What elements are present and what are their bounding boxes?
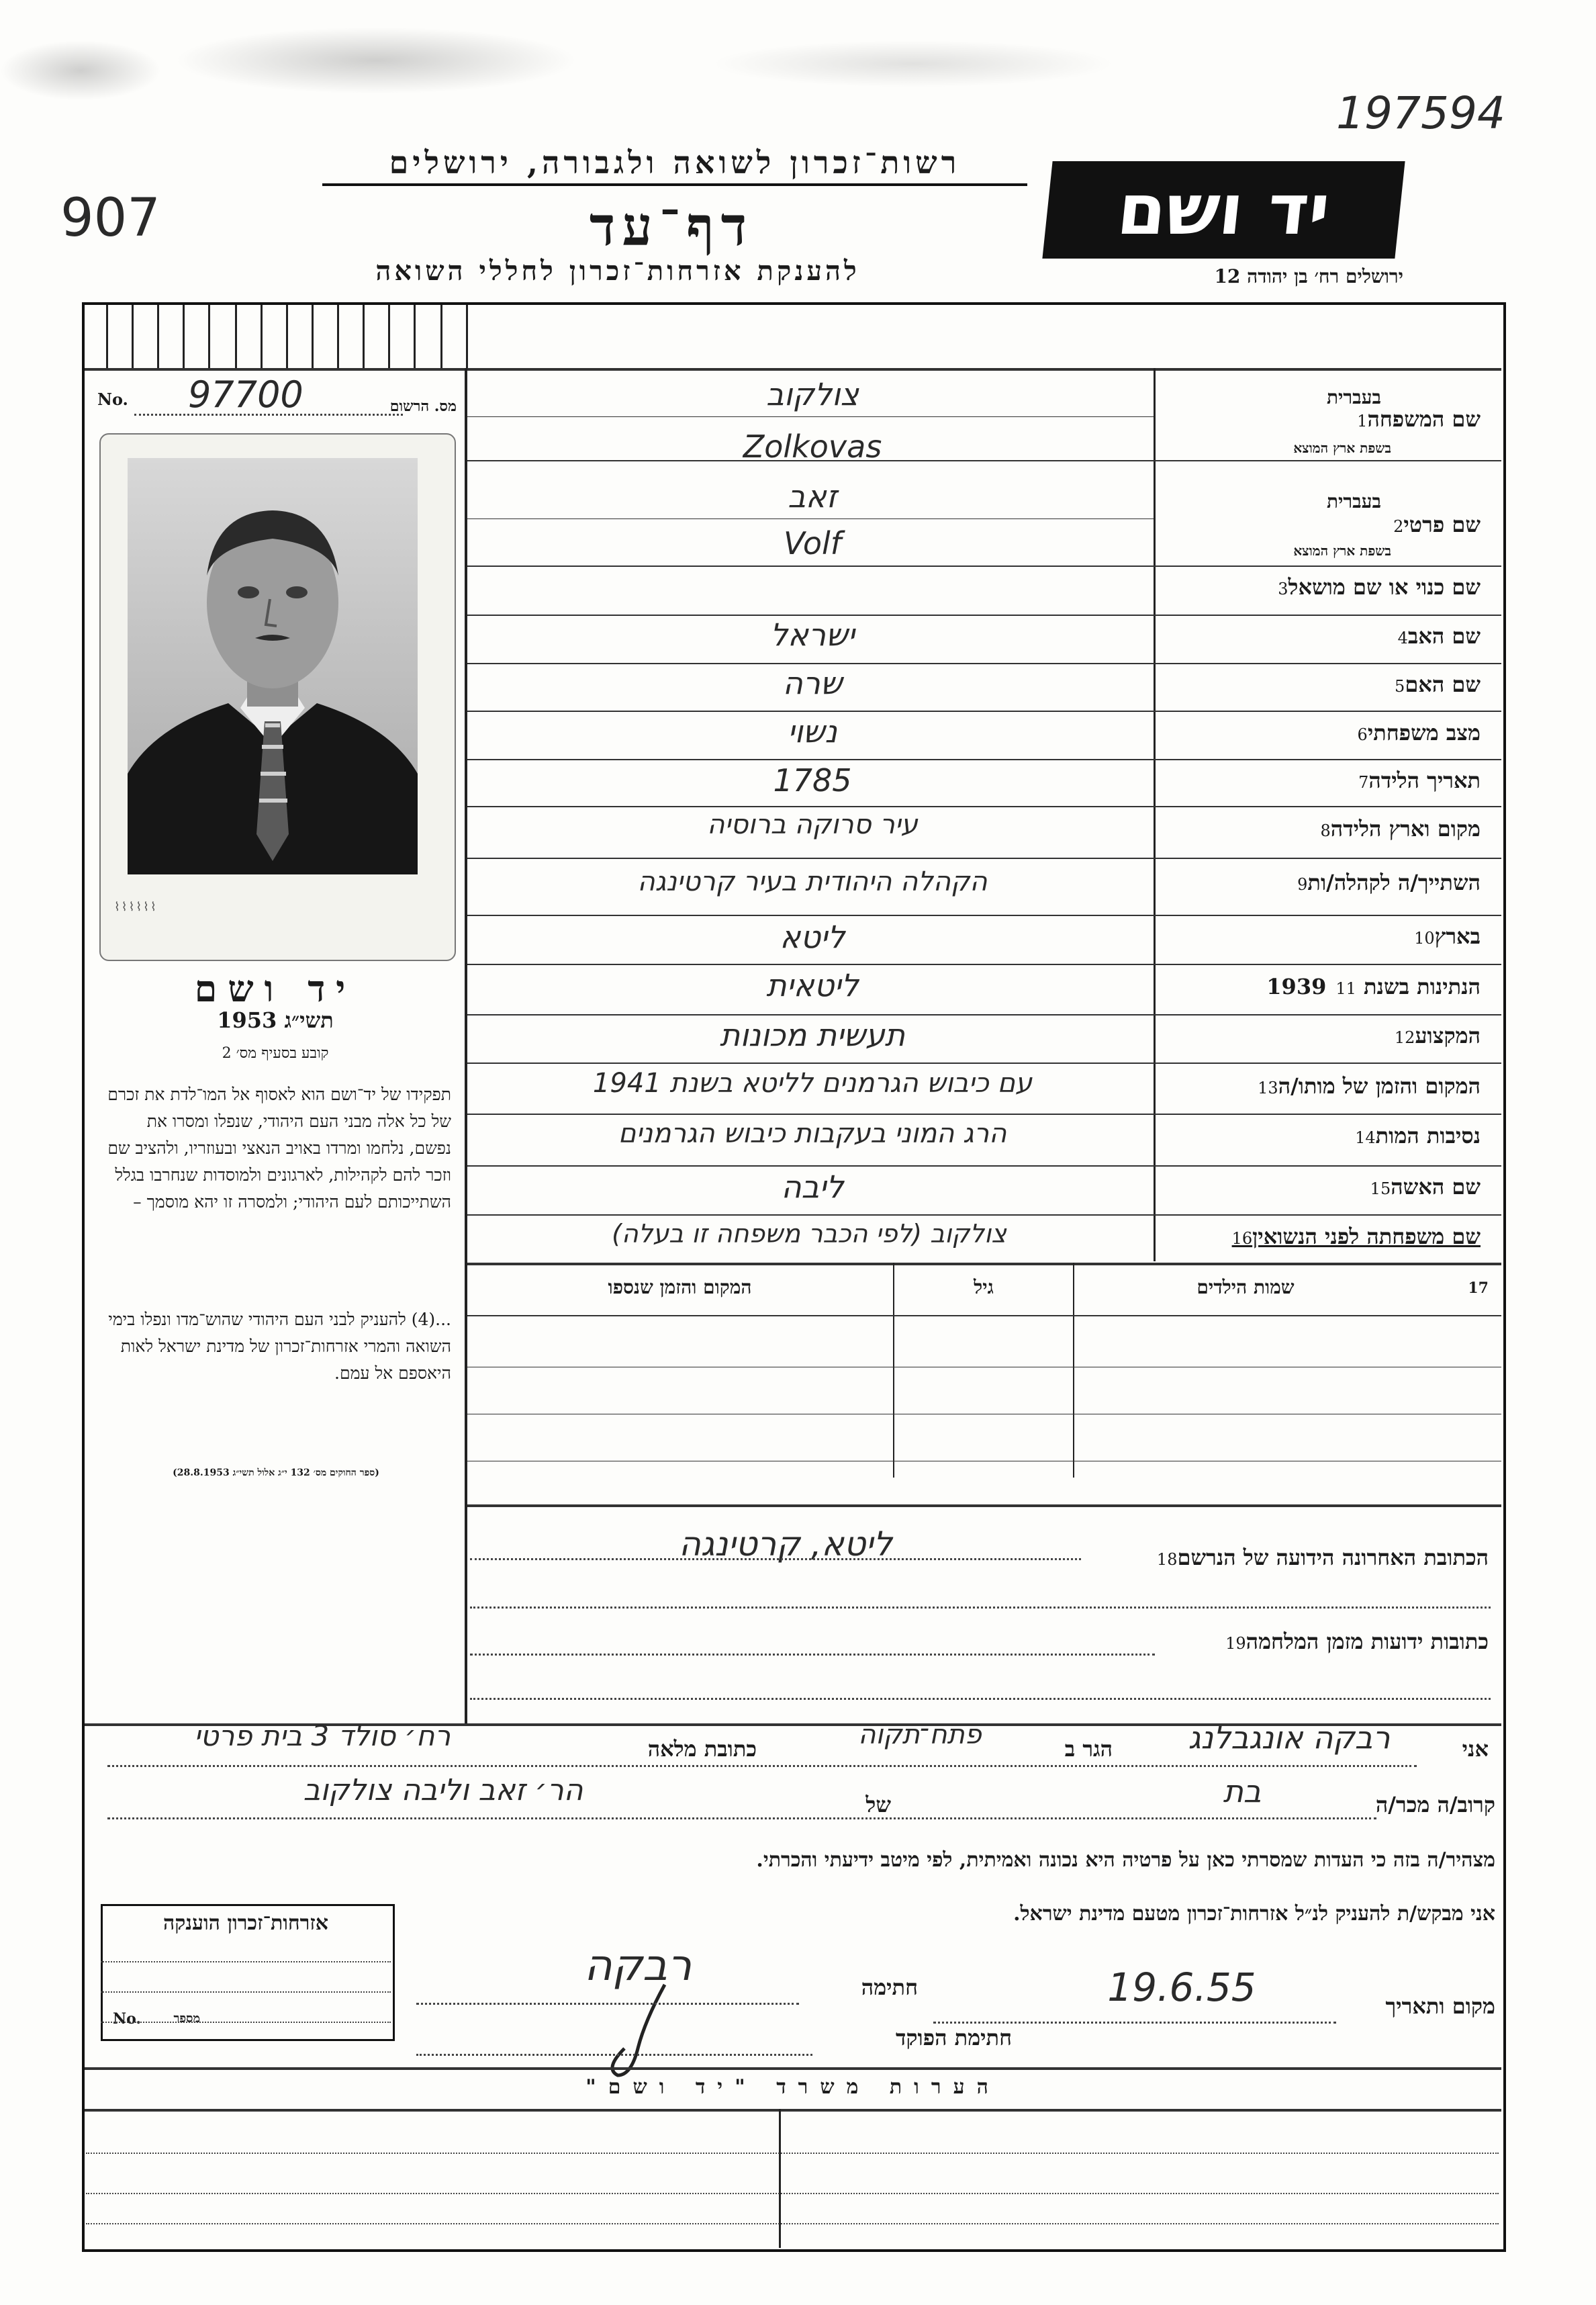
field-12-number: 12 <box>1394 1028 1415 1047</box>
field-5-number: 5 <box>1395 677 1405 696</box>
field-9-value: הקהלה היהודית בעיר קרטינגה <box>637 866 988 897</box>
field-5-name: שם האם <box>1405 672 1481 697</box>
signature-value: רבקה <box>583 1941 692 1991</box>
side-year-hebrew: תשי״ג <box>284 1007 334 1033</box>
declarant-city: פתח־תקוה <box>858 1719 982 1750</box>
declarant-line-2 <box>107 1817 1376 1819</box>
row-line <box>467 663 1501 664</box>
field-9-number: 9 <box>1297 875 1308 894</box>
field-1-origin-label: בשפת ארץ המוצא <box>1293 440 1391 456</box>
field-6-name: מצב משפחתי <box>1367 720 1481 745</box>
field-11-number: 11 <box>1335 979 1356 998</box>
remarks-divider <box>779 2109 781 2248</box>
field-18-line-2 <box>470 1607 1491 1609</box>
page-title: דף־עד <box>589 195 754 258</box>
grid-line <box>157 305 159 368</box>
authority-title: רשות־זכרון לשואה ולגבורה, ירושלים <box>322 144 1027 186</box>
field-12-name: המקצוע <box>1415 1023 1481 1048</box>
field-12-label <box>1385 1023 1481 1048</box>
place-date-value: 19.6.55 <box>1107 1964 1256 2010</box>
field-14-value: הרג המוני בעקבות כיבוש הגרמנים <box>618 1118 1007 1149</box>
field-1-name: שם המשפחה <box>1367 406 1481 432</box>
side-year <box>101 1007 450 1033</box>
row-line <box>467 1063 1501 1064</box>
grant-box-line <box>101 1961 391 1962</box>
remarks-title: הערות משרד "יד ושם" <box>585 2075 1000 2099</box>
side-org: יד ושם <box>194 967 357 1010</box>
declarant-address: רח׳ סולד 3 בית פרטי <box>193 1719 451 1752</box>
reg-no-line <box>134 414 403 416</box>
officer-label: חתימת הפוקד <box>896 2025 1012 2050</box>
of-value: הר׳ זאב וליבה צולקוב <box>303 1773 583 1807</box>
field-18-label <box>1147 1545 1489 1570</box>
row-line <box>467 858 1501 859</box>
handwritten-ref: 197594 <box>1336 87 1505 139</box>
field-13-value: עם כיבוש הגרמנים לליטא בשנת 1941 <box>592 1068 1033 1099</box>
field-2-origin-label: בשפת ארץ המוצא <box>1293 543 1391 559</box>
logo-address: ירושלים רח׳ בן יהודה 12 <box>1214 265 1403 287</box>
field-1-hebrew-label: בעברית <box>1326 386 1381 408</box>
field-11-value: ליטאית <box>766 967 859 1003</box>
field-9-label <box>1288 870 1481 895</box>
grant-box-title: אזרחות־זכרון הוענקה <box>162 1911 329 1935</box>
field-19-number: 19 <box>1225 1634 1246 1653</box>
field-16-number: 16 <box>1231 1229 1253 1248</box>
field-18-value: ליטא, קרטינגה <box>679 1525 892 1564</box>
field-14-name: נסיבות המות <box>1375 1123 1481 1148</box>
grid-line <box>440 305 442 368</box>
field-14-number: 14 <box>1355 1128 1376 1147</box>
side-paragraph-2: ...(4) להעניק לבני העם היהודי שהוש־מדו ונפלו בימי השואה והמרי אזרחות־זכרון של מדינת ישראל לאות היאספם אל עמם. <box>108 1310 451 1383</box>
field-1-value-origin: Zolkovas <box>743 428 882 465</box>
reg-no-value: 97700 <box>188 373 303 416</box>
field-15-number: 15 <box>1370 1179 1391 1198</box>
statement-1: מצהיר/ה בזה כי העדות שמסרתי כאן על פרטיה היא נכונה ואמיתית, לפי מיטב ידיעתי והכרתי. <box>756 1848 1495 1872</box>
field-19-name: כתובות ידועות מזמן המלחמה <box>1246 1629 1489 1654</box>
portrait-photo <box>128 458 418 874</box>
grid-line <box>183 305 185 368</box>
signature-line <box>416 2003 799 2005</box>
grant-box-line <box>101 2022 391 2023</box>
field-10-label <box>1405 923 1481 949</box>
field-18-name: הכתובת האחרונה הידועה של הנרשם <box>1177 1545 1489 1570</box>
field-11-name: הנתינות בשנת 1939 <box>1266 974 1481 999</box>
field-6-number: 6 <box>1357 725 1368 744</box>
remarks-line <box>86 2193 1499 2194</box>
field-9-name: השתייך/ה לקהלה/ות <box>1307 870 1481 895</box>
field-8-name: מקום וארץ הלידה <box>1330 816 1481 842</box>
page-subtitle: להענקת אזרחות־זכרון לחללי השואה <box>375 255 860 287</box>
grant-no-hebrew: מספר <box>173 2012 200 2026</box>
row-line <box>467 615 1501 616</box>
field-15-value: ליבה <box>781 1169 844 1205</box>
field-4-label <box>1389 623 1481 649</box>
grid-line <box>235 305 237 368</box>
field-7-name: תאריך הלידה <box>1368 768 1481 793</box>
row-line <box>467 1214 1501 1216</box>
field-18-number: 18 <box>1156 1550 1178 1569</box>
field-15-label <box>1361 1174 1481 1200</box>
field-7-value: 1785 <box>773 762 852 799</box>
field-11-label <box>1266 974 1481 999</box>
children-header-line <box>467 1315 1501 1316</box>
remarks-top-line <box>85 2067 1501 2070</box>
field-13-number: 13 <box>1258 1079 1278 1097</box>
scan-smudge <box>175 27 577 94</box>
children-col-names: שמות הילדים <box>1196 1276 1295 1298</box>
grid-line <box>208 305 210 368</box>
row-line <box>467 1165 1501 1167</box>
row-line <box>467 1014 1501 1015</box>
place-date-label: מקום ותאריך <box>1385 1993 1495 2019</box>
remarks-line <box>86 2153 1499 2154</box>
field-6-value: נשוי <box>788 713 837 750</box>
grid-line <box>363 305 365 368</box>
declarant-i-label: אני <box>1462 1736 1489 1762</box>
declarant-lives-label: הגר ב <box>1064 1736 1113 1762</box>
remarks-line <box>86 2223 1499 2224</box>
field-2-value-origin: Volf <box>784 525 841 561</box>
side-paragraph-1: תפקידו של יד־ושם הוא לאסוף אל המו־לדת את זכרם של כל אלה מבני העם היהודי, שנפלו ומסרו את נפשם, נלחמו ומרדו באויב הנאצי ובעוזריו, ולהציב שם וזכר להם לקהילות, לארגונים ולמוסדות שנחרבו בגלל השתייכותם לעם היהודי; ולמסרה זו יהא מוסמך – <box>107 1085 451 1212</box>
row-line <box>467 964 1501 965</box>
field-15-name: שם האשה <box>1391 1174 1481 1200</box>
reg-label: מס. הרשום <box>389 398 457 415</box>
field-2-name: שם פרטי <box>1403 512 1481 537</box>
field-14-label <box>1346 1123 1481 1148</box>
children-number: 17 <box>1468 1279 1489 1297</box>
children-col-line <box>893 1263 894 1478</box>
row-line <box>467 566 1501 567</box>
of-label: של <box>865 1792 891 1817</box>
side-year-number: 1953 <box>217 1007 277 1033</box>
field-3-name: שם כנוי או שם מושאל <box>1288 574 1481 600</box>
grid-line <box>286 305 288 368</box>
field-1-value-hebrew: צולקוב <box>766 376 859 412</box>
grid-line <box>388 305 390 368</box>
field-2-label <box>1384 512 1481 537</box>
side-footnote: (ספר החוקים מס׳ 132 י״ג אלול תשי״ג 28.8.1953) <box>173 1467 379 1478</box>
field-16-value: צולקוב (לפי הכבר משפחה זו בעלה) <box>612 1219 1006 1249</box>
reg-no-prefix: No. <box>97 390 128 409</box>
field-10-name: בארץ <box>1434 923 1481 949</box>
grid-line <box>85 368 1501 371</box>
relation-value: בת <box>1223 1773 1262 1809</box>
field-13-label <box>1248 1073 1481 1099</box>
relation-label: קרוב/ה מכר/ה <box>1375 1792 1495 1817</box>
children-col-place: המקום והזמן שנספו <box>608 1276 752 1298</box>
grid-line <box>312 305 314 368</box>
field-7-label <box>1349 768 1481 793</box>
label-divider <box>1154 368 1156 1261</box>
field-1-number: 1 <box>1357 412 1368 431</box>
field-2-hebrew-label: בעברית <box>1326 490 1381 512</box>
field-4-number: 4 <box>1397 629 1408 647</box>
side-law-ref: קובע בסעיף מס׳ 2 <box>222 1045 329 1062</box>
field-16-name: שם משפחתה לפני הנשואין <box>1252 1224 1481 1249</box>
field-8-value: עיר סרוקה ברוסיה <box>707 809 918 840</box>
sidebar-divider <box>465 368 467 1725</box>
scan-smudge <box>0 40 161 101</box>
place-date-line <box>933 2022 1336 2024</box>
declarant-line-1 <box>107 1765 1417 1767</box>
row-line <box>467 806 1501 807</box>
field-12-value: תעשית מכונות <box>719 1017 906 1053</box>
grid-line <box>132 305 134 368</box>
officer-line <box>416 2054 812 2056</box>
field-10-value: ליטא <box>780 919 845 955</box>
scan-smudge <box>712 40 1115 87</box>
field-18-line <box>470 1558 1081 1560</box>
field-4-value: ישראל <box>770 617 855 653</box>
children-bottom-line <box>467 1504 1501 1507</box>
field-2-value-hebrew: זאב <box>788 478 837 514</box>
row-line <box>467 915 1501 916</box>
field-4-name: שם האב <box>1407 623 1481 649</box>
row-line <box>467 759 1501 760</box>
row-line <box>467 711 1501 712</box>
grant-no-label: No. <box>113 2010 142 2028</box>
signature-label: חתימה <box>861 1975 918 2000</box>
field-10-number: 10 <box>1414 929 1435 948</box>
field-8-number: 8 <box>1320 821 1331 840</box>
field-8-label <box>1311 816 1481 842</box>
row-line <box>467 1114 1501 1115</box>
grid-line <box>337 305 339 368</box>
declarant-address-label: כתובת מלאה <box>647 1736 757 1762</box>
row-line <box>467 518 1154 519</box>
field-16-label <box>1223 1224 1481 1249</box>
grid-line <box>466 305 468 368</box>
field-5-label <box>1385 672 1481 697</box>
field-1-label <box>1348 406 1481 432</box>
grid-line <box>106 305 108 368</box>
field-19-label <box>1216 1629 1489 1654</box>
grant-box-line <box>101 1991 391 1993</box>
photo-stamp: ⌇⌇⌇⌇⌇⌇ <box>114 900 158 914</box>
field-19-line-2 <box>470 1698 1491 1700</box>
field-2-number: 2 <box>1393 517 1404 536</box>
field-5-value: שרה <box>782 665 843 701</box>
children-col-age: גיל <box>974 1276 994 1298</box>
statement-2: אני מבקש/ת להעניק לנ״ל אזרחות־זכרון מטעם מדינת ישראל. <box>1013 1902 1495 1926</box>
declarant-name: רבקה אונגבלנג <box>1188 1719 1391 1756</box>
field-3-number: 3 <box>1278 580 1288 598</box>
field-3-label <box>1268 574 1481 600</box>
remarks-header-line <box>85 2109 1501 2112</box>
field-7-number: 7 <box>1358 773 1369 792</box>
field-6-label <box>1348 720 1481 745</box>
row-line <box>467 1263 1501 1265</box>
logo-block <box>1042 161 1405 259</box>
stamp-ref: 907 <box>60 188 160 248</box>
field-13-name: המקום והזמן של מותו/ה <box>1278 1073 1481 1099</box>
grid-line <box>261 305 263 368</box>
logo-text: יד ושם <box>1113 169 1334 251</box>
grid-line <box>414 305 416 368</box>
field-19-line <box>470 1654 1155 1656</box>
row-line <box>467 416 1154 417</box>
